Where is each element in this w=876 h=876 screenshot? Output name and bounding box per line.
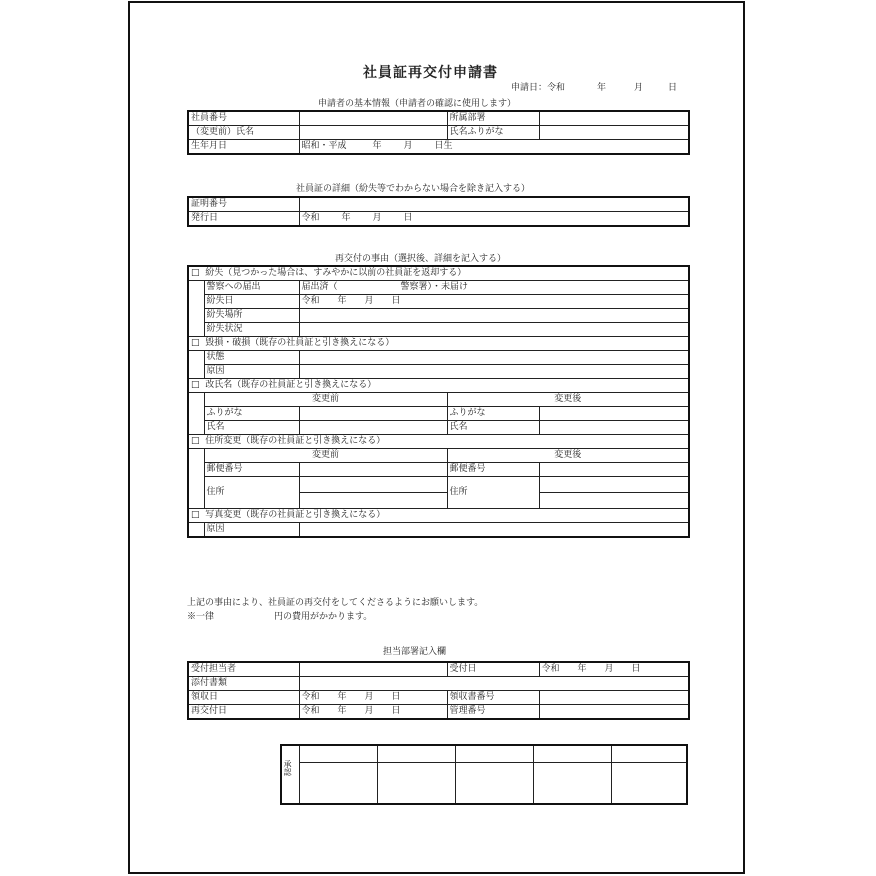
name-before-label: （変更前）氏名 [188,126,299,140]
address-after-label: 住所 [447,477,539,509]
address-after-postal-field[interactable] [539,463,689,477]
address-before-postal-field[interactable] [299,463,447,477]
approval-title-1[interactable] [299,745,377,763]
address-before-field-1[interactable] [299,477,447,493]
name-field[interactable] [299,126,447,140]
birth-label: 生年月日 [188,140,299,155]
receipt-date-field[interactable]: 令和 年 月 日 [299,691,447,705]
application-month-label: 月 [634,83,644,93]
basic-info-table [187,110,690,155]
damage-label: 毀損・破損（既存の社員証と引き換えになる） [205,338,395,348]
damage-state-label: 状態 [204,351,299,365]
address-before-postal-label: 郵便番号 [204,463,299,477]
address-before-header: 変更前 [204,449,447,463]
rename-after-furigana-label: ふりがな [447,407,539,421]
address-option[interactable] [188,435,689,449]
issue-date-label: 発行日 [188,212,299,227]
rename-before-furigana-field[interactable] [299,407,447,421]
issue-month-label: 月 [372,213,382,223]
photo-cause-field[interactable] [299,523,689,538]
employee-no-label: 社員番号 [188,111,299,126]
issue-era: 令和 [301,213,320,223]
cert-no-field[interactable] [299,197,689,212]
furigana-label: 氏名ふりがな [447,126,539,140]
loss-place-label: 紛失場所 [204,309,299,323]
address-after-field-1[interactable] [539,477,689,493]
birth-month-label: 月 [403,141,413,151]
photo-checkbox[interactable]: □ [191,510,200,520]
approval-stamp-3[interactable] [455,763,533,805]
birth-year-label: 年 [372,141,382,151]
issue-date-field[interactable] [299,212,689,227]
damage-option[interactable] [188,337,689,351]
rename-after-name-label: 氏名 [447,421,539,435]
approval-title-3[interactable] [455,745,533,763]
approval-stamp-2[interactable] [377,763,455,805]
office-table [187,661,690,720]
address-after-header: 変更後 [447,449,689,463]
receiver-label: 受付担当者 [188,662,299,677]
address-after-postal-label: 郵便番号 [447,463,539,477]
address-before-field-2[interactable] [299,493,447,509]
issue-day-label: 日 [403,213,413,223]
damage-checkbox[interactable]: □ [191,338,200,348]
rename-before-name-field[interactable] [299,421,447,435]
basic-info-heading: 申請者の基本情報（申請者の確認に使用します） [318,99,517,109]
reissue-date-field[interactable]: 令和 年 月 日 [299,705,447,720]
rename-before-name-label: 氏名 [204,421,299,435]
approval-stamp-4[interactable] [533,763,611,805]
application-date-label: 申請日：令和 [511,83,566,93]
birth-day-label: 日生 [434,141,453,151]
mgmt-no-field[interactable] [539,705,689,720]
approval-table [280,744,688,805]
fee-note-suffix: 円の費用がかかります。 [274,612,373,622]
card-details-table [187,196,690,227]
loss-date-field[interactable]: 令和 年 月 日 [299,295,689,309]
address-label: 住所変更（既存の社員証と引き換えになる） [205,436,386,446]
birth-field[interactable] [299,140,689,155]
receiver-field[interactable] [299,662,447,677]
address-checkbox[interactable]: □ [191,436,200,446]
police-report-label: 警察への届出 [204,281,299,295]
application-day-label: 日 [668,83,678,93]
loss-checkbox[interactable]: □ [191,268,200,278]
card-details-heading: 社員証の詳細（紛失等でわからない場合を除き記入する） [296,184,531,194]
issue-year-label: 年 [341,213,351,223]
office-heading: 担当部署記入欄 [383,647,447,657]
reasons-heading: 再交付の事由（選択後、詳細を記入する） [335,254,507,264]
loss-situation-field[interactable] [299,323,689,337]
attachments-field[interactable] [299,677,689,691]
rename-label: 改氏名（既存の社員証と引き換えになる） [205,380,377,390]
approval-title-4[interactable] [533,745,611,763]
received-date-label: 受付日 [447,662,539,677]
rename-before-furigana-label: ふりがな [204,407,299,421]
approval-stamp-1[interactable] [299,763,377,805]
loss-option[interactable] [188,266,689,281]
form-title: 社員証再交付申請書 [363,65,498,81]
rename-after-name-field[interactable] [539,421,689,435]
department-field[interactable] [539,111,689,126]
approval-title-5[interactable] [611,745,687,763]
furigana-field[interactable] [539,126,689,140]
photo-label: 写真変更（既存の社員証と引き換えになる） [205,510,386,520]
fee-note-prefix: ※一律 [187,612,215,622]
rename-after-furigana-field[interactable] [539,407,689,421]
receipt-date-label: 領収日 [188,691,299,705]
received-date-field[interactable]: 令和 年 月 日 [539,662,689,677]
receipt-no-field[interactable] [539,691,689,705]
rename-option[interactable] [188,379,689,393]
rename-checkbox[interactable]: □ [191,380,200,390]
rename-after-header: 変更後 [447,393,689,407]
rename-before-header: 変更前 [204,393,447,407]
receipt-no-label: 領収書番号 [447,691,539,705]
approval-title-2[interactable] [377,745,455,763]
reissue-date-label: 再交付日 [188,705,299,720]
address-after-field-2[interactable] [539,493,689,509]
reasons-table [187,265,690,538]
loss-date-label: 紛失日 [204,295,299,309]
mgmt-no-label: 管理番号 [447,705,539,720]
cert-no-label: 証明番号 [188,197,299,212]
approval-label: 承認 [281,745,299,804]
application-year-label: 年 [597,83,607,93]
attachments-label: 添付書類 [188,677,299,691]
approval-stamp-5[interactable] [611,763,687,805]
employee-no-field[interactable] [299,111,447,126]
damage-cause-label: 原因 [204,365,299,379]
birth-era: 昭和・平成 [301,141,347,151]
department-label: 所属部署 [447,111,539,126]
photo-cause-label: 原因 [204,523,299,538]
address-before-label: 住所 [204,477,299,509]
damage-state-field[interactable] [299,351,689,365]
loss-place-field[interactable] [299,309,689,323]
loss-situation-label: 紛失状況 [204,323,299,337]
police-report-field[interactable]: 届出済（ 警察署）・未届け [299,281,689,295]
photo-option[interactable] [188,509,689,523]
request-note: 上記の事由により、社員証の再交付をしてくださるようにお願いします。 [187,598,484,608]
damage-cause-field[interactable] [299,365,689,379]
loss-label: 紛失（見つかった場合は、すみやかに以前の社員証を返却する） [205,268,467,278]
